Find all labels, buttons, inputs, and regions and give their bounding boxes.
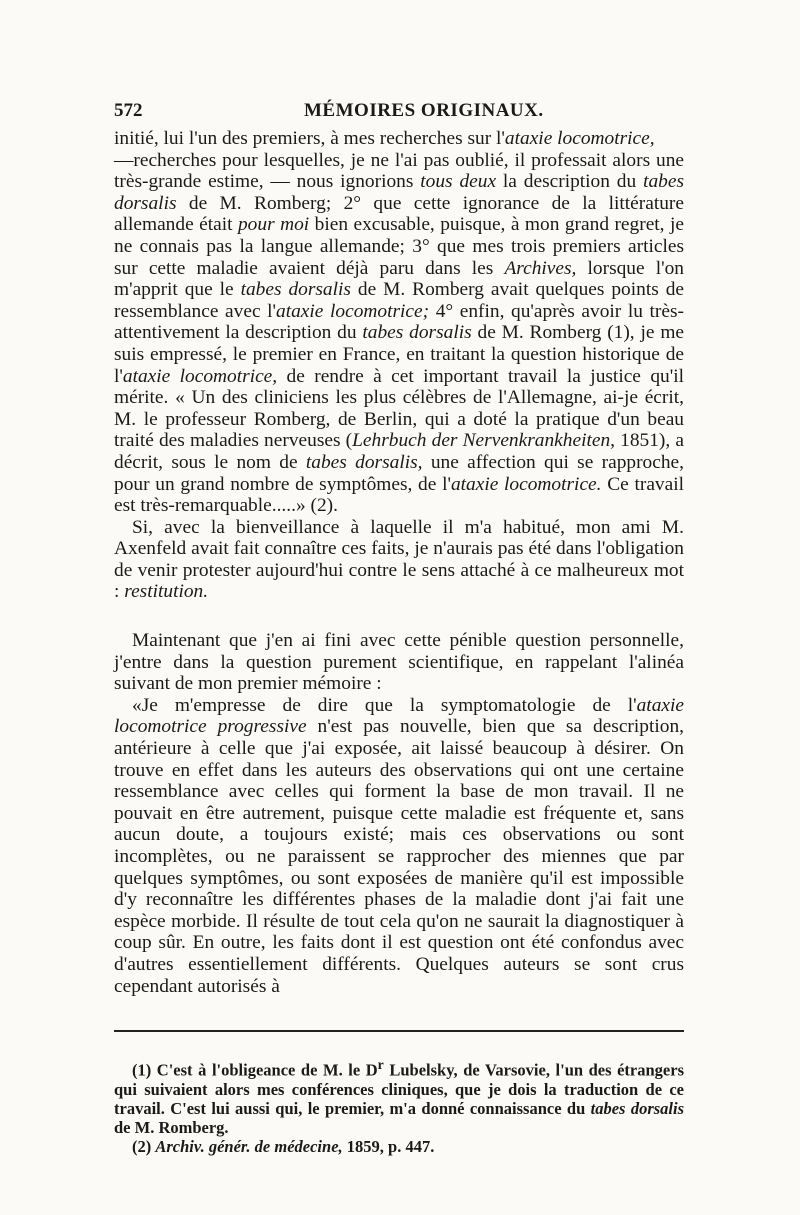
footnote-rule [114,1030,684,1032]
italic-span: tabes dorsalis [240,279,351,301]
footnotes [114,1055,684,1157]
page-number: 572 [114,100,143,121]
italic-span: tabes dorsalis [362,322,472,344]
text-span: bien excusable, puisque, à mon grand regret, je ne connais pas la langue allemande; 3° que mes trois premiers articles sur cette maladie avaient déjà paru dans les [114,214,684,279]
running-title: MÉMOIRES ORIGINAUX. [304,100,544,121]
text-span: 4° enfin, qu'après avoir lu très-attentivement la description du [114,300,684,344]
italic-span: pour moi [237,214,310,236]
footnote-1 [114,1055,684,1137]
text-span: de M. Romberg. [114,1118,229,1138]
text-span: (1) C'est à l'obligeance de M. le D [132,1060,378,1080]
paragraph-1 [114,128,684,517]
text-span: de M. Romberg (1), je me suis empressé, le premier en France, en traitant la question historique de l' [114,322,685,387]
superscript: r [377,1057,384,1072]
body-text [114,128,684,997]
italic-span: ataxie locomotrice, [504,128,655,149]
text-span: initié, lui l'un des premiers, à mes recherches sur l' [114,128,505,149]
running-header [114,100,684,126]
text-span: n'est pas nouvelle, bien que sa description, antérieure à celle que j'ai exposée, ait laissé beaucoup à désirer. On trouve en effet dans les auteurs des observations qui ont une certaine ressemblance avec celles qui forment la base de mon travail. Il ne pouvait en être autrement, puisque cette maladie est fréquente et, sans aucun doute, a toujours existé; mais ces observations ou sont incomplètes, ou ne paraissent se rapprocher des miennes que par quelques symptômes, ou sont exposées de manière qu'il est impossible d'y reconnaître les différentes phases de la maladie dont j'ai fait une espèce morbide. Il résulte de tout cela qu'on ne saurait la diagnostiquer à coup sûr. En outre, les faits dont il est question ont été confondus avec d'autres essentiellement différents. Quelques auteurs se sont crus cependant autorisés à [114,716,684,997]
italic-span: tabes dorsalis [114,171,684,214]
text-span: de M. Romberg; 2° que cette ignorance de la littérature allemande était [114,192,684,236]
italic-span: ataxie locomotrice, [122,365,278,387]
italic-span: tabes dorsalis, [305,451,423,473]
text-span: Ce travail est très-remarquable.....» (2). [114,473,685,517]
paragraph-4 [114,695,684,997]
italic-span: Archives, [504,257,577,279]
text-span: —recherches pour lesquelles, je ne l'ai pas oublié, il professait alors une très-grande estime, — nous ignorions [114,149,684,193]
italic-span: tous deux [420,171,497,193]
paragraph-3: Maintenant que j'en ai fini avec cette pénible question personnelle, j'entre dans la question purement scientifique, en rappelant l'alinéa suivant de mon premier mémoire : [114,630,684,695]
text-span: une affection qui se rapproche, pour un grand nombre de symptômes, de l' [114,451,685,495]
text-span: de rendre à cet important travail la justice qu'il mérite. « Un des cliniciens les plus célèbres de l'Allemagne, ai-je écrit, M. le professeur Romberg, de Berlin, qui a doté la pratique d'un beau traité des maladies nerveuses ( [114,365,684,452]
text-span: lorsque l'on m'apprit que le [114,257,684,301]
footnote-2 [114,1137,684,1156]
italic-span: Lehrbuch der Nervenkrankheiten, [352,430,615,452]
italic-span: Archiv. génér. de médecine, [155,1137,343,1157]
text-span: 1851), a décrit, sous le nom de [114,430,685,473]
italic-span: ataxie locomotrice; [276,300,430,322]
text-span: Lubelsky, de Varsovie, l'un des étrangers qui suivaient alors mes conférences cliniques, que je dois la traduction de ce travail. C'est lui aussi qui, le premier, m'a donné connaissance du [114,1060,684,1118]
text-span: (2) [132,1137,156,1157]
text-span: «Je m'empresse de dire que la symptomatologie de l' [132,694,637,716]
italic-span: restitution. [124,581,209,603]
text-span: la description du [496,171,644,193]
italic-span: tabes dorsalis [590,1098,685,1118]
text-span: 1859, p. 447. [342,1137,435,1157]
paragraph-2 [114,517,684,603]
text-span: Si, avec la bienveillance à laquelle il m'a habitué, mon ami M. Axenfeld avait fait connaître ces faits, je n'aurais pas été dans l'obligation de venir protester aujourd'hui contre le sens attaché à ce malheureux mot : [114,516,684,603]
italic-span: ataxie locomotrice progressive [114,694,684,738]
text-span: de M. Romberg avait quelques points de ressemblance avec l' [114,279,685,322]
italic-span: ataxie locomotrice. [450,473,602,495]
